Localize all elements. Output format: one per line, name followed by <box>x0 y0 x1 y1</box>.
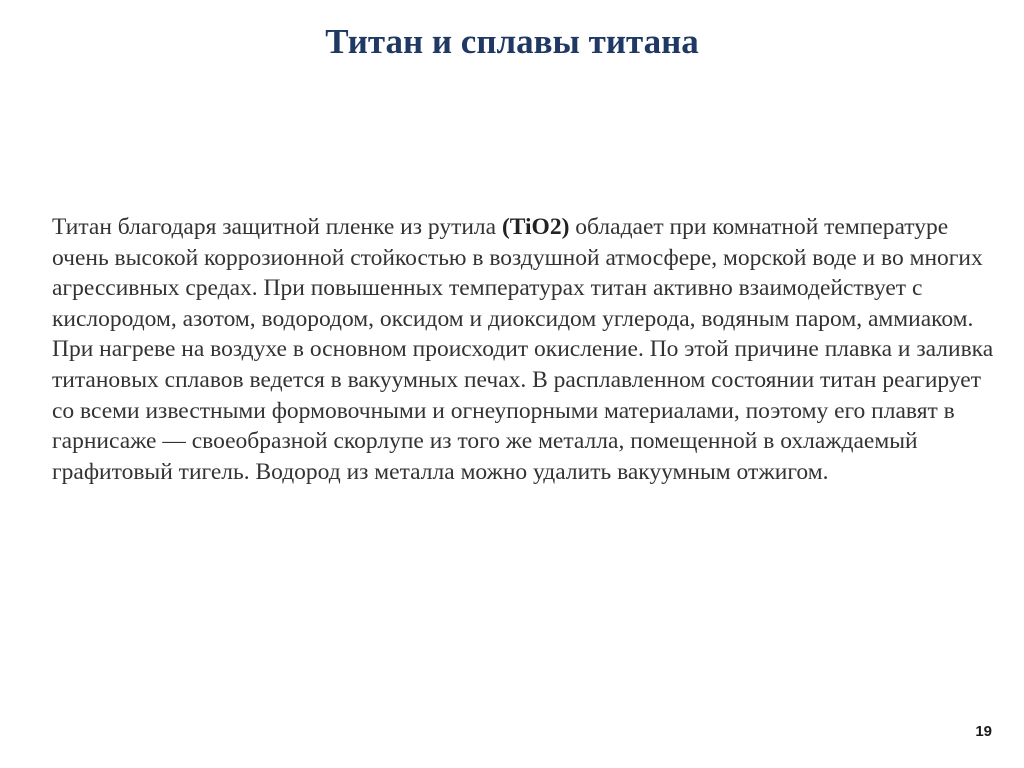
body-paragraph <box>52 212 997 487</box>
slide-title: Титан и сплавы титана <box>325 22 699 61</box>
paragraph-text-start: Титан благодаря защитной пленке из рутила <box>52 214 502 240</box>
page-number: 19 <box>975 723 992 740</box>
formula-tio2: (TiO2) <box>501 214 570 240</box>
paragraph-text-end: обладает при комнатной температуре очень высокой коррозионной стойкостью в воздушной атмосфере, морской воде и во многих агрессивных средах. При повышенных температурах титан активно взаимодействует с кислородом, азотом, водородом, оксидом и диоксидом углерода, водяным паром, аммиаком. При нагреве на воздухе в основном происходит окисление. По этой причине плавка и заливка титановых сплавов ведется в вакуумных печах. В расплавленном состоянии титан реагирует со всеми известными формовочными и огнеупорными материалами, поэтому его плавят в гарнисаже — своеобразной скорлупе из того же металла, помещенной в охлаждаемый графитовый тигель. Водород из металла можно удалить вакуумным отжигом. <box>52 214 994 485</box>
